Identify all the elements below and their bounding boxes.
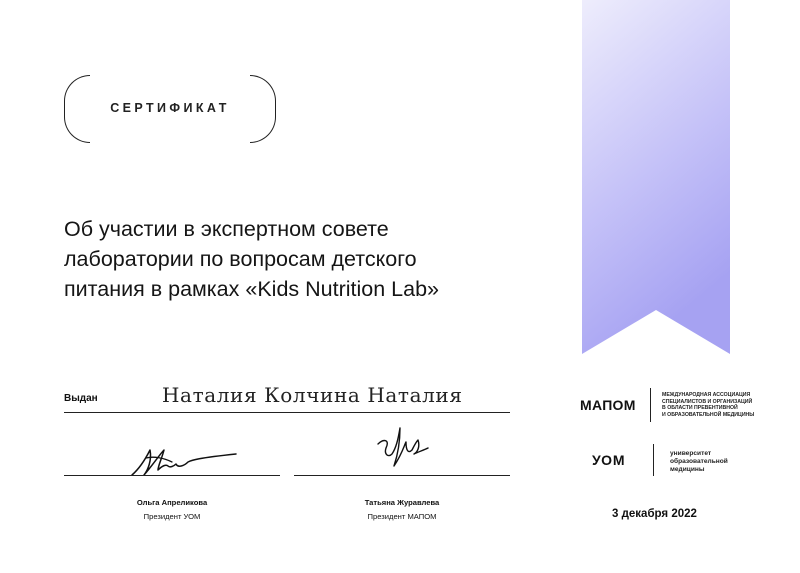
uom-logo-description xyxy=(670,450,728,474)
recipient-name: Наталия Колчина Наталия xyxy=(162,383,463,407)
certificate-title: СЕРТИФИКАТ xyxy=(110,101,230,115)
mapom-logo-separator xyxy=(650,388,651,422)
mapom-logo-name: МАПОМ xyxy=(580,397,636,413)
signatory-1 xyxy=(72,498,272,521)
signatory-1-name: Ольга Апреликова xyxy=(136,498,208,507)
mapom-logo-description xyxy=(662,392,754,418)
uom-logo-name: УОМ xyxy=(592,452,626,468)
signature-1-image xyxy=(128,444,238,478)
signatory-2 xyxy=(302,498,502,521)
uom-desc-line-1: университет xyxy=(670,450,712,457)
certificate-title-frame xyxy=(64,75,276,143)
recipient-underline xyxy=(64,412,510,413)
uom-desc-line-3: медицины xyxy=(670,466,705,473)
certificate-body xyxy=(64,214,544,304)
mapom-desc-line-3: В ОБЛАСТИ ПРЕВЕНТИВНОЙ xyxy=(662,405,738,412)
issued-label: Выдан xyxy=(64,393,98,404)
mapom-desc-line-2: СПЕЦИАЛИСТОВ И ОРГАНИЗАЦИЙ xyxy=(662,398,753,405)
body-line-2: лаборатории по вопросам детского xyxy=(64,247,417,271)
signatory-1-role: Президент УОМ xyxy=(143,512,201,521)
mapom-desc-line-1: МЕЖДУНАРОДНАЯ АССОЦИАЦИЯ xyxy=(662,392,751,398)
signatory-2-name: Татьяна Журавлева xyxy=(364,498,440,507)
body-line-3: питания в рамках «Kids Nutrition Lab» xyxy=(64,277,439,301)
signatory-2-role: Президент МАПОМ xyxy=(367,512,437,521)
ribbon-decoration xyxy=(582,0,730,354)
signature-line-1 xyxy=(64,475,280,476)
uom-logo-separator xyxy=(653,444,654,476)
uom-desc-line-2: образовательной xyxy=(670,458,728,465)
signature-line-2 xyxy=(294,475,510,476)
mapom-desc-line-4: И ОБРАЗОВАТЕЛЬНОЙ МЕДИЦИНЫ xyxy=(662,411,755,418)
signature-2-image xyxy=(374,424,430,468)
issue-date: 3 декабря 2022 xyxy=(612,508,697,520)
body-line-1: Об участии в экспертном совете xyxy=(64,217,389,241)
